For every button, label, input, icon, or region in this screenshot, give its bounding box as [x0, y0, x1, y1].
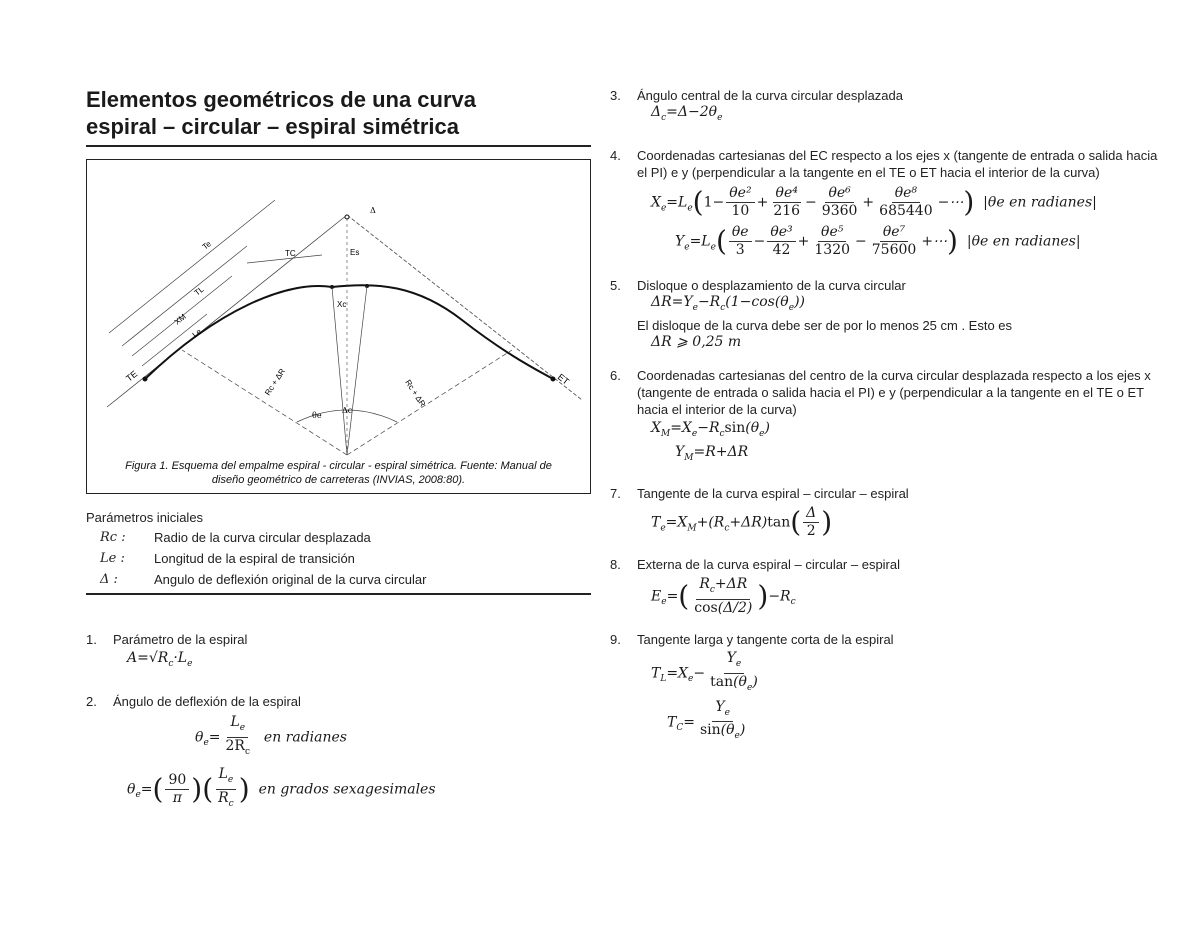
- x-den-2: 10: [731, 202, 750, 219]
- unit-degrees: en grados sexagesimales: [258, 781, 436, 798]
- item-title: Tangente larga y tangente corta de la espiral: [637, 631, 894, 647]
- dim-te: [109, 200, 275, 333]
- item-number: 9.: [610, 631, 621, 647]
- curve-path: [145, 285, 553, 379]
- tangent-right: [347, 215, 582, 400]
- params-rule: [86, 593, 591, 595]
- label-xm: XM: [172, 312, 188, 327]
- label-xc: Xc: [337, 300, 347, 309]
- caption-line-1: Figura 1. Esquema del empalme espiral - circular - espiral simétrica. Fuente: Manual de: [125, 460, 552, 472]
- label-tc: TC: [285, 249, 296, 258]
- spiral-curve-diagram: [87, 160, 589, 493]
- x-term-1: 1: [703, 194, 713, 211]
- y-num-5: θe⁵: [818, 224, 846, 242]
- item-title: Externa de la curva espiral – circular – espiral: [637, 557, 901, 573]
- label-te: TE: [124, 368, 140, 384]
- radius-left: [182, 350, 347, 455]
- list-item: [610, 367, 1170, 468]
- frac-two: 2: [806, 523, 816, 540]
- label-rc-right: Rc + ΔR: [403, 378, 428, 409]
- radius-mid-left: [332, 287, 347, 455]
- et-point: [551, 377, 556, 382]
- x-num-8: θe⁸: [892, 185, 920, 203]
- list-item: [610, 631, 1170, 745]
- label-delta-c: Δc: [342, 406, 353, 415]
- formula-xm: $X_M=X_e-R_c\sin(\theta_e)$: [651, 419, 770, 439]
- y-den-5: 1320: [814, 241, 851, 258]
- label-delta: Δ: [370, 206, 376, 215]
- param-symbol-le: Le :: [100, 551, 125, 566]
- item-note: El disloque de la curva debe ser de por lo menos 25 cm . Esto es: [637, 317, 1013, 333]
- formula-te: $T_e=X_M+(R_c+\Delta R)\tan$( $\frac{\Delta}{2}$ ): [651, 505, 833, 540]
- y-den-3: 42: [772, 241, 791, 258]
- item-number: 7.: [610, 486, 621, 502]
- formula-ym: $Y_M=R+\Delta R$: [675, 444, 749, 464]
- item-number: 8.: [610, 557, 621, 573]
- item-number: 2.: [86, 693, 97, 709]
- label-tl: TL: [192, 284, 206, 298]
- x-num-6: θe⁶: [825, 185, 853, 203]
- x-den-6: 9360: [821, 202, 858, 219]
- dim-tl: [122, 246, 247, 346]
- label-theta-e: θe: [312, 411, 322, 420]
- item-title: Ángulo central de la curva circular desplazada: [637, 88, 903, 103]
- param-symbol-delta: Δ :: [100, 572, 118, 587]
- item-title: Coordenadas cartesianas del EC respecto a los ejes x (tangente de entrada o salida hacia el PI) e y (perpendicular a la tangente en el TE o ET hacia el interior de la curva): [637, 147, 1158, 180]
- param-row: [86, 548, 591, 569]
- frac-pi: π: [172, 790, 182, 807]
- item-number: 5.: [610, 277, 621, 293]
- unit-theta-radians: θe en radianes: [971, 233, 1076, 250]
- list-item: [610, 556, 1170, 617]
- label-te-len: Te: [200, 239, 213, 252]
- formula-xe: $X_e=L_e(1-$ $\frac{\text{θe²}}{10}$ + $\frac{\text{θe⁴}}{216}$ − $\frac{\text{θe⁶}}{9360}$ + $\frac{\text{θe⁸}}{685440}$ −⋯) |θe en radianes|: [651, 184, 1097, 219]
- param-row: [86, 569, 591, 590]
- params-list: [86, 527, 591, 590]
- formula-delta-r-min: ΔR ⩾ 0,25 m: [651, 333, 742, 350]
- y-den-7: 75600: [871, 241, 917, 258]
- item-number: 4.: [610, 147, 621, 163]
- title-line-2: espiral – circular – espiral simétrica: [86, 114, 460, 139]
- item-number: 3.: [610, 88, 621, 103]
- formula-ye: $Y_e=L_e$( $\frac{\theta e}{3}$ − $\frac{\text{θe³}}{42}$ + $\frac{\text{θe⁵}}{1320}$ − $\frac{\text{θe⁷}}{75600}$ +⋯) |θe en radianes|: [675, 223, 1081, 258]
- x-den-4: 216: [773, 202, 801, 219]
- label-et: ET: [555, 371, 571, 387]
- item-title: Ángulo de deflexión de la espiral: [113, 693, 301, 709]
- param-symbol-rc: Rc :: [100, 530, 126, 545]
- y-den-1: 3: [735, 241, 745, 258]
- caption-line-2: diseño geométrico de carreteras (INVIAS, 2008:80).: [211, 474, 466, 486]
- x-num-2: θe²: [726, 185, 754, 203]
- formula-theta-degrees: $\theta_e=$( $\frac{90}{\pi}$ )( $\frac{L_e}{R_c}$ ) en grados sexagesimales: [127, 766, 436, 809]
- label-es: Es: [350, 248, 360, 257]
- unit-theta-radians: θe en radianes: [987, 194, 1093, 211]
- formula-spiral-parameter: $A=√R_c\cdot L_e$: [127, 650, 193, 669]
- unit-radians: en radianes: [263, 729, 347, 746]
- list-item: [86, 631, 591, 673]
- formula-delta-r: $\Delta R=Y_e-R_c(1-\cos(\theta_e))$: [651, 293, 805, 313]
- page-title: [86, 86, 591, 140]
- frac-ninety: 90: [165, 772, 189, 790]
- item-title: Disloque o desplazamiento de la curva circular: [637, 277, 906, 293]
- radius-right: [347, 350, 512, 455]
- formula-tl: $T_L=X_e-$ $\frac{Y_e}{\tan(\theta_e)}$: [651, 649, 758, 693]
- te-point: [143, 377, 148, 382]
- figure-box: [86, 159, 591, 494]
- param-row: [86, 527, 591, 548]
- item-title: Parámetro de la espiral: [113, 632, 248, 647]
- figure-caption: [95, 459, 582, 487]
- list-item: [610, 485, 1170, 540]
- right-column: [610, 86, 1170, 745]
- formula-tc: $T_C=$ $\frac{Y_e}{\sin(\theta_e)}$: [667, 698, 746, 742]
- formula-ee: $E_e=$( $\frac{R_c+\Delta R}{\cos(\Delta/2)}$ )$-R_c$: [651, 576, 796, 616]
- item-number: 6.: [610, 367, 621, 383]
- item-title: Coordenadas cartesianas del centro de la curva circular desplazada respecto a los ejes x (tangente de entrada o salida hacia el PI) e y (perpendicular a la tangente en el TE o ET hacia el interior de la curva): [637, 367, 1151, 417]
- param-text: Radio de la curva circular desplazada: [154, 530, 371, 545]
- label-le: Le: [190, 327, 204, 340]
- y-num-1: θe: [729, 224, 752, 242]
- list-item: [610, 147, 1170, 259]
- x-num-4: θe⁴: [773, 185, 801, 203]
- item-title: Tangente de la curva espiral – circular – espiral: [637, 486, 909, 502]
- left-column: [86, 86, 591, 813]
- param-text: Angulo de deflexión original de la curva circular: [154, 572, 427, 587]
- list-item: [86, 693, 591, 813]
- title-rule: [86, 145, 591, 147]
- formula-central-angle: $\Delta_c=\Delta-2\theta_e$: [651, 104, 723, 123]
- x-den-8: 685440: [879, 202, 933, 219]
- title-line-1: Elementos geométricos de una curva: [86, 87, 477, 112]
- radius-mid-right: [347, 286, 367, 455]
- list-item: [610, 87, 1170, 127]
- formula-theta-radians: $\theta_e=$ $\frac{L_e}{2R_c}$ en radianes: [195, 713, 347, 757]
- params-heading: Parámetros iniciales: [86, 510, 204, 525]
- y-num-3: θe³: [767, 224, 795, 242]
- item-number: 1.: [86, 632, 97, 647]
- param-text: Longitud de la espiral de transición: [154, 551, 355, 566]
- y-num-7: θe⁷: [880, 224, 908, 242]
- label-rc-left: Rc + ΔR: [263, 367, 288, 398]
- list-item: [610, 277, 1170, 351]
